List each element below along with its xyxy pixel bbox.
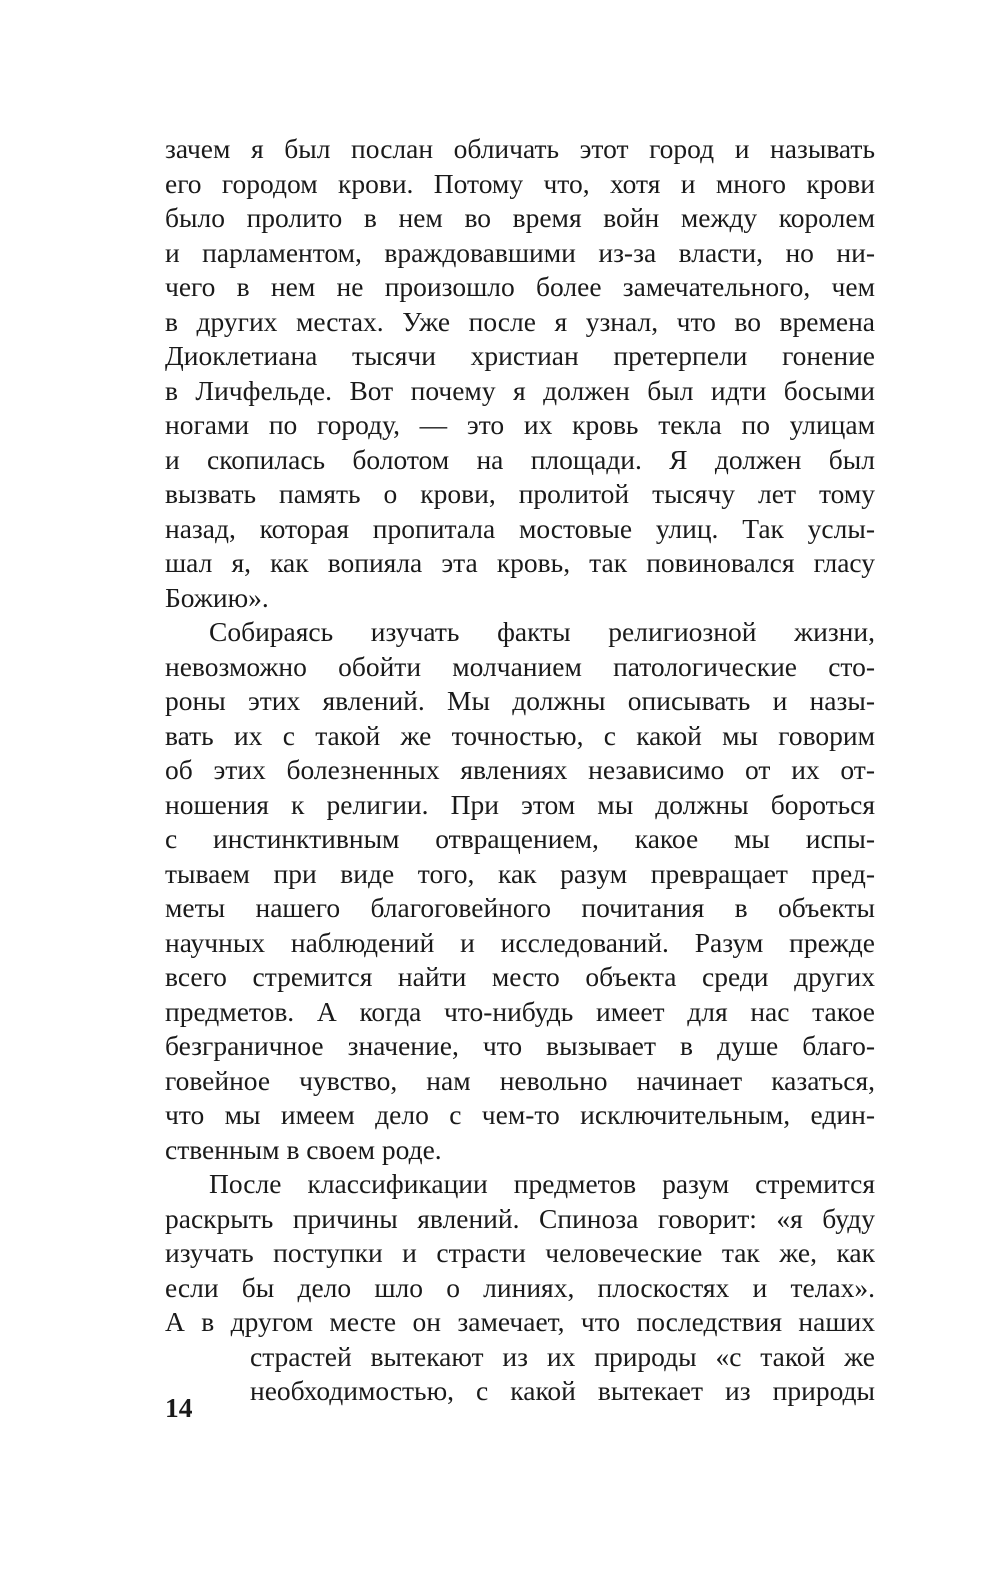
text-line: предметов. А когда что-нибудь имеет для нас такое [165, 995, 875, 1027]
text-line: страстей вытекают из их природы «с такой же [250, 1340, 875, 1372]
text-line: ственным в своем роде. [165, 1133, 442, 1165]
text-line: его городом крови. Потому что, хотя и много крови [165, 167, 875, 199]
text-line: изучать поступки и страсти человеческие так же, как [165, 1237, 875, 1268]
text-line: После классификации предметов разум стремится [209, 1168, 875, 1199]
text-line: чего в нем не произошло более замечательного, чем [165, 271, 875, 302]
text-line: что мы имеем дело с чем-то исключительным, един- [165, 1099, 875, 1130]
page-number: 14 [165, 1392, 193, 1423]
text-line: вызвать память о крови, пролитой тысячу лет тому [165, 478, 875, 509]
text-line: меты нашего благоговейного почитания в объекты [165, 892, 875, 923]
text-line: шал я, как вопияла эта кровь, так повиновался гласу [165, 547, 875, 578]
text-line: зачем я был послан обличать этот город и называть [165, 133, 875, 164]
text-line: и парламентом, враждовавшими из-за власти, но ни- [165, 236, 875, 268]
text-line: А в другом месте он замечает, что последствия наших [165, 1306, 875, 1337]
text-line: было пролито в нем во время войн между королем [165, 202, 875, 233]
text-line: раскрыть причины явлений. Спиноза говорит: «я буду [165, 1202, 875, 1234]
text-line: Собираясь изучать факты религиозной жизни, [209, 616, 875, 647]
text-line: роны этих явлений. Мы должны описывать и назы- [165, 685, 875, 716]
text-line: Диоклетиана тысячи христиан претерпели гонение [165, 340, 875, 371]
text-line: вать их с такой же точностью, с какой мы говорим [165, 719, 875, 751]
body-text [165, 132, 875, 1409]
text-line: безграничное значение, что вызывает в душе благо- [165, 1030, 875, 1061]
text-line: в других местах. Уже после я узнал, что во времена [165, 305, 875, 337]
text-line: об этих болезненных явлениях независимо от их от- [165, 754, 875, 785]
text-line: ношения к религии. При этом мы должны бороться [165, 788, 875, 820]
text-line: научных наблюдений и исследований. Разум прежде [165, 926, 875, 958]
text-line: тываем при виде того, как разум превращает пред- [165, 857, 875, 889]
text-line: необходимостью, с какой вытекает из природы [250, 1375, 875, 1406]
text-line: если бы дело шло о линиях, плоскостях и телах». [165, 1271, 875, 1303]
text-line: с инстинктивным отвращением, какое мы испы- [165, 823, 875, 854]
text-line: назад, которая пропитала мостовые улиц. Так услы- [165, 512, 875, 544]
text-line: говейное чувство, нам невольно начинает казаться, [165, 1064, 875, 1096]
text-line: Божию». [165, 581, 269, 613]
text-line: ногами по городу, — это их кровь текла по улицам [165, 409, 875, 440]
text-line: всего стремится найти место объекта среди других [165, 961, 875, 992]
text-line: в Личфельде. Вот почему я должен был идти босыми [165, 374, 875, 406]
text-line: и скопилась болотом на площади. Я должен был [165, 443, 875, 475]
text-line: невозможно обойти молчанием патологические сто- [165, 650, 875, 682]
